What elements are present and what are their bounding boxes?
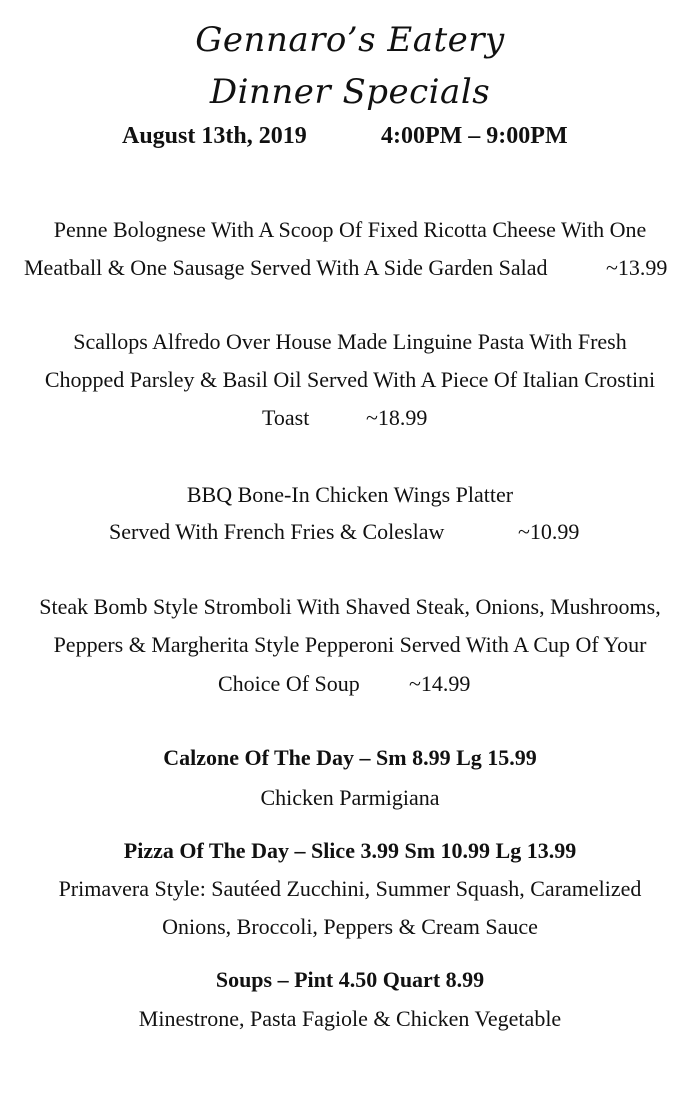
special-4-price: ~14.99: [409, 671, 471, 696]
calzone-heading: Calzone Of The Day – Sm 8.99 Lg 15.99: [163, 745, 537, 770]
special-2-price: ~18.99: [366, 405, 428, 430]
restaurant-name: Gennaro’s Eatery: [195, 20, 505, 60]
special-1-line-1: Penne Bolognese With A Scoop Of Fixed Ricotta Cheese With One: [53, 217, 647, 242]
special-3-line-1: BBQ Bone-In Chicken Wings Platter: [186, 482, 514, 507]
soups-description: Minestrone, Pasta Fagiole & Chicken Vegetable: [138, 1006, 562, 1031]
pizza-description-line-2: Onions, Broccoli, Peppers & Cream Sauce: [162, 914, 538, 939]
special-4-line-1: Steak Bomb Style Stromboli With Shaved Steak, Onions, Mushrooms,: [39, 594, 661, 619]
calzone-description: Chicken Parmigiana: [260, 785, 440, 810]
special-4-line-3: Choice Of Soup: [218, 671, 360, 696]
menu-title: Dinner Specials: [209, 72, 491, 112]
special-4-line-2: Peppers & Margherita Style Pepperoni Served With A Cup Of Your: [53, 632, 647, 657]
special-1-line-2: Meatball & One Sausage Served With A Side Garden Salad: [24, 255, 548, 280]
special-1-price: ~13.99: [606, 255, 668, 280]
special-3-price: ~10.99: [518, 519, 580, 544]
service-hours: 4:00PM – 9:00PM: [381, 123, 568, 149]
menu-date: August 13th, 2019: [122, 123, 307, 149]
special-2-line-2: Chopped Parsley & Basil Oil Served With A Piece Of Italian Crostini: [44, 367, 656, 392]
special-3-line-2: Served With French Fries & Coleslaw: [109, 519, 445, 544]
pizza-heading: Pizza Of The Day – Slice 3.99 Sm 10.99 Lg 13.99: [123, 838, 577, 863]
special-2-line-3: Toast: [262, 405, 310, 430]
date-hours-line: [0, 120, 700, 152]
special-2-line-1: Scallops Alfredo Over House Made Linguine Pasta With Fresh: [73, 329, 627, 354]
soups-heading: Soups – Pint 4.50 Quart 8.99: [215, 967, 485, 992]
pizza-description-line-1: Primavera Style: Sautéed Zucchini, Summer Squash, Caramelized: [58, 876, 642, 901]
